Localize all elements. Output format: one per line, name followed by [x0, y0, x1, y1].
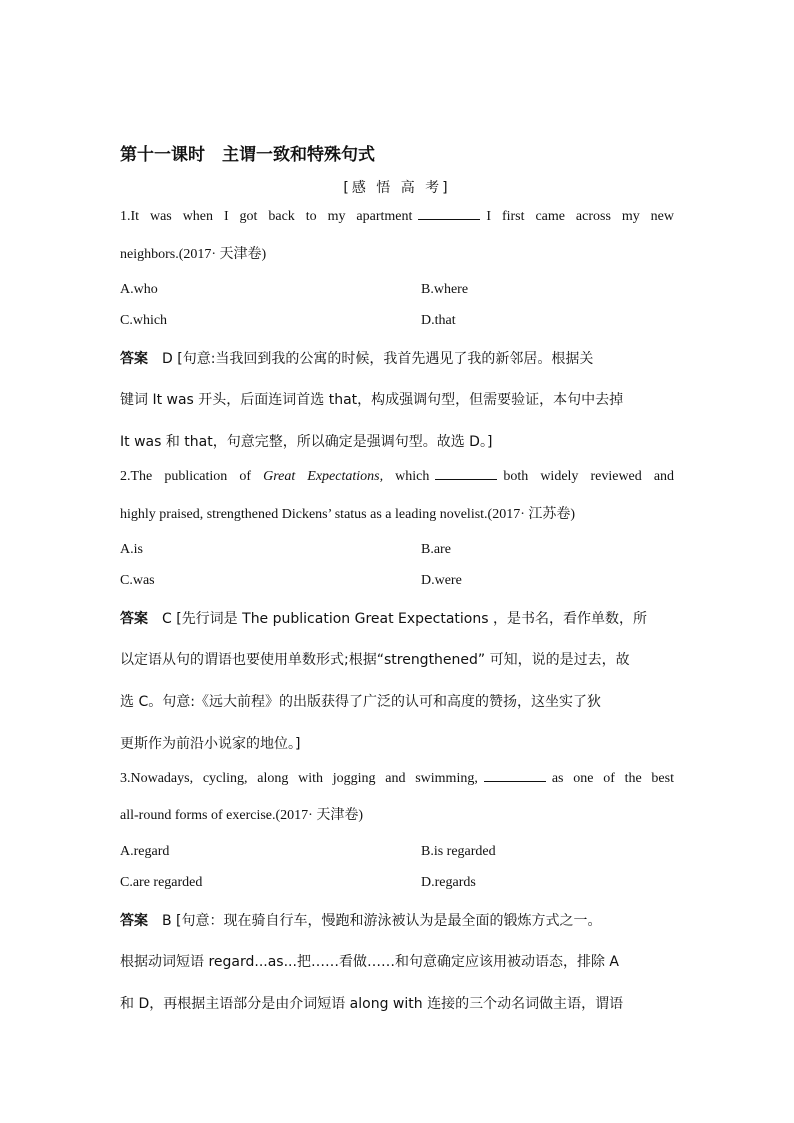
q1-answer-line2: 键词 It was 开头，后面连词首选 that，构成强调句型，但需要验证，本句中去掉	[120, 392, 624, 408]
q2-stem-line1	[120, 467, 674, 487]
q3-stem-part-b: as one of the best	[551, 771, 674, 786]
q1-answer-line1	[120, 349, 674, 369]
q2-option-d: D.were	[421, 573, 462, 588]
q2-answer-blank	[435, 467, 497, 480]
q1-stem-line2: neighbors.(2017· 天津卷)	[120, 247, 267, 262]
q2-stem-part-b: which	[395, 469, 430, 484]
q1-stem-part-a: 1.It was when I got back to my apartment	[120, 209, 413, 224]
q2-option-a: A.is	[120, 542, 143, 557]
q3-answer-text1: B [句意：现在骑自行车，慢跑和游泳被认为是最全面的锻炼方式之一。	[162, 913, 602, 929]
q1-answer-line3: It was 和 that，句意完整，所以确定是强调句型。故选 D。]	[120, 434, 493, 450]
q2-answer-text1: C [先行词是 The publication Great Expectations ，是书名，看作单数，所	[162, 611, 647, 627]
q1-stem-part-b: I first came across my new	[486, 209, 674, 224]
q2-stem-line2: highly praised, strengthened Dickens’ status as a leading novelist.(2017· 江苏卷)	[120, 507, 576, 522]
q1-answer-blank	[418, 207, 480, 220]
q3-stem-line2: all-round forms of exercise.(2017· 天津卷)	[120, 808, 363, 823]
q2-answer-line3: 选 C。句意:《远大前程》的出版获得了广泛的认可和高度的赞扬，这坐实了狄	[120, 694, 601, 710]
q3-option-a: A.regard	[120, 844, 170, 859]
q2-option-b: B.are	[421, 542, 451, 557]
q2-option-c: C.was	[120, 573, 155, 588]
q2-answer-label: 答案	[120, 611, 148, 627]
q3-answer-blank	[484, 769, 546, 782]
q3-answer-label: 答案	[120, 913, 148, 929]
q3-answer-line2: 根据动词短语 regard...as...把……看做……和句意确定应该用被动语态，排除 A	[120, 954, 619, 970]
q3-stem-line1	[120, 769, 674, 789]
q3-answer-line3: 和 D，再根据主语部分是由介词短语 along with 连接的三个动名词做主语，谓语	[120, 996, 624, 1012]
q2-answer-line1	[120, 609, 674, 629]
q1-stem-line1	[120, 207, 674, 227]
q2-answer-line4: 更斯作为前沿小说家的地位。]	[120, 736, 301, 752]
q2-book-title: Great Expectations,	[263, 469, 384, 484]
section-subtitle: [感 悟 高 考]	[343, 180, 451, 196]
q2-stem-part-c: both widely reviewed and	[503, 469, 675, 484]
q2-answer-line2: 以定语从句的谓语也要使用单数形式;根据“strengthened” 可知，说的是过去，故	[120, 652, 630, 668]
q3-option-b: B.is regarded	[421, 844, 496, 859]
q1-option-b: B.where	[421, 282, 469, 297]
q3-answer-line1	[120, 911, 674, 931]
q3-option-c: C.are regarded	[120, 875, 203, 890]
q3-stem-part-a: 3.Nowadays, cycling, along with jogging and swimming,	[120, 771, 478, 786]
q1-answer-text1: D [句意:当我回到我的公寓的时候，我首先遇见了我的新邻居。根据关	[162, 351, 594, 367]
q2-stem-part-a: 2.The publication of	[120, 469, 252, 484]
q3-option-d: D.regards	[421, 875, 476, 890]
q1-option-a: A.who	[120, 282, 158, 297]
q1-option-d: D.that	[421, 313, 456, 328]
q1-option-c: C.which	[120, 313, 168, 328]
q1-answer-label: 答案	[120, 351, 148, 367]
page-title: 第十一课时 主谓一致和特殊句式	[120, 145, 375, 165]
